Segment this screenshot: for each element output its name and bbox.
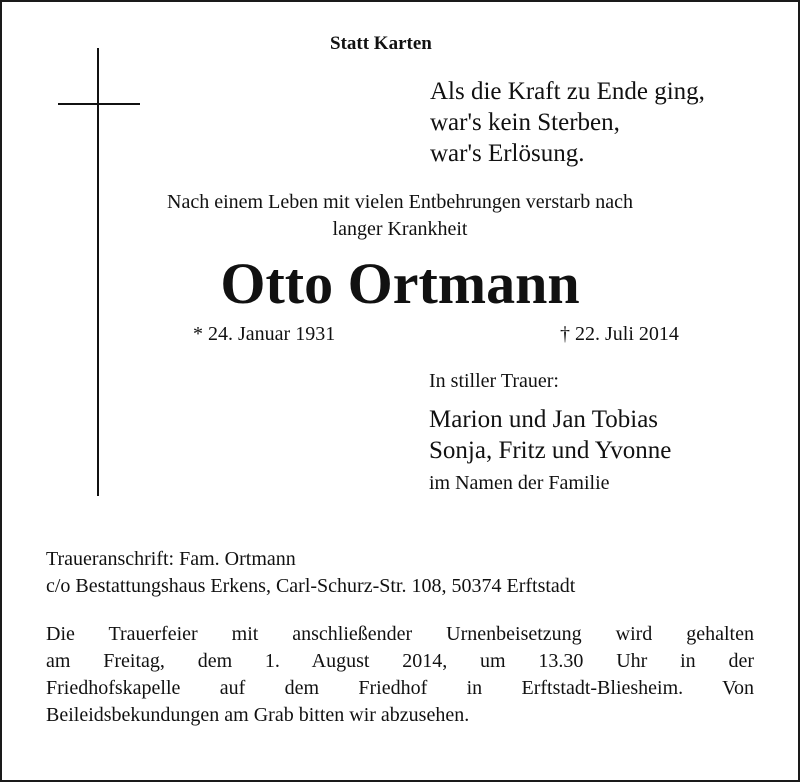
ceremony-line: Die Trauerfeier mit anschließender Urnenbeisetzung wird gehalten [46,623,754,645]
poem [430,76,705,169]
ceremony-line: Beileidsbekundungen am Grab bitten wir abzusehen. [46,704,470,726]
ceremony-line: Friedhofskapelle auf dem Friedhof in Erftstadt-Bliesheim. Von [46,677,754,699]
address-line: c/o Bestattungshaus Erkens, Carl-Schurz-Str. 108, 50374 Erftstadt [46,575,576,597]
family-note: im Namen der Familie [429,472,610,494]
intro-line: langer Krankheit [332,218,468,240]
ceremony-line: am Freitag, dem 1. August 2014, um 13.30 Uhr in der [46,650,754,672]
notice-header: Statt Karten [330,33,432,54]
intro-text [0,189,800,243]
birth-date: * 24. Januar 1931 [193,323,336,345]
death-date: † 22. Juli 2014 [560,323,679,345]
mourning-intro: In stiller Trauer: [429,370,559,392]
cross-icon-horizontal [58,103,140,105]
address-line: Traueranschrift: Fam. Ortmann [46,548,296,570]
ceremony-info [46,621,754,729]
mourner-names [429,404,671,466]
mourner-name: Sonja, Fritz und Yvonne [429,437,672,464]
poem-line: war's kein Sterben, [430,109,620,136]
mourning-address [46,546,575,600]
intro-line: Nach einem Leben mit vielen Entbehrungen verstarb nach [167,191,633,213]
mourner-name: Marion und Jan Tobias [429,406,659,433]
poem-line: war's Erlösung. [430,140,585,167]
deceased-name: Otto Ortmann [220,251,580,316]
poem-line: Als die Kraft zu Ende ging, [430,78,705,105]
